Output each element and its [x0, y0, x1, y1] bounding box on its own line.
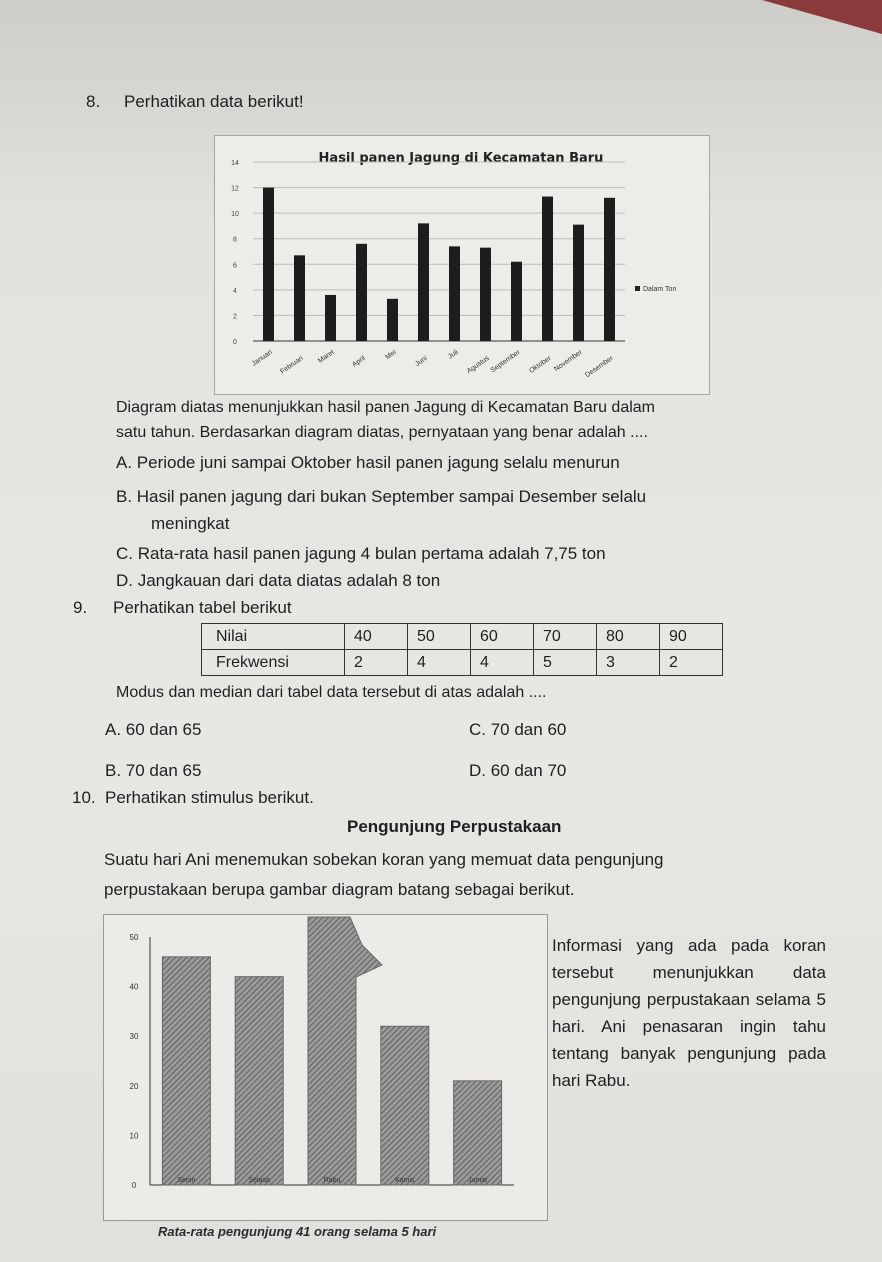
legend-swatch — [635, 286, 640, 291]
corn-harvest-chart — [214, 135, 710, 395]
y-tick-label: 40 — [129, 982, 139, 992]
bar-oktober — [542, 197, 553, 341]
x-tick-label: September — [489, 348, 522, 375]
q10-caption: Rata-rata pengunjung 41 orang selama 5 hari — [158, 1224, 437, 1239]
table-cell: 90 — [660, 624, 723, 650]
x-tick-label: April — [351, 354, 367, 369]
q9-option-b[interactable]: B. 70 dan 65 — [105, 761, 202, 780]
q10-number: 10. — [72, 788, 96, 807]
q8-option-c[interactable]: C. Rata-rata hasil panen jagung 4 bulan pertama adalah 7,75 ton — [116, 544, 606, 563]
table-cell: 5 — [534, 650, 597, 676]
q10-side-text: Informasi yang ada pada koran tersebut menunjukkan data pengunjung perpustakaan selama 5 hari. Ani penasaran ingin tahu tentang banyak pengunjung pada hari Rabu. — [552, 936, 826, 1090]
x-tick-label: Oktober — [528, 354, 553, 375]
bar-mei — [387, 299, 398, 341]
y-tick-label: 10 — [129, 1131, 139, 1141]
y-tick-label: 50 — [129, 933, 139, 942]
bar-september — [511, 262, 522, 341]
bar-januari — [263, 188, 274, 341]
y-tick-label: 20 — [129, 1081, 139, 1091]
q9-option-c[interactable]: C. 70 dan 60 — [469, 720, 567, 739]
x-tick-label: Juni — [414, 354, 429, 369]
x-tick-label: Kamis — [395, 1177, 415, 1184]
table-header-frekwensi: Frekwensi — [202, 650, 345, 676]
bar-juli — [449, 246, 460, 341]
table-row — [202, 624, 723, 650]
q8-text-line2: satu tahun. Berdasarkan diagram diatas, pernyataan yang benar adalah .... — [116, 424, 648, 441]
q8-option-a[interactable]: A. Periode juni sampai Oktober hasil panen jagung selalu menurun — [116, 453, 620, 472]
bar-april — [356, 244, 367, 341]
table-cell: 50 — [408, 624, 471, 650]
legend-label: Dalam Ton — [643, 286, 677, 293]
q10-prompt: Perhatikan stimulus berikut. — [105, 788, 314, 807]
frequency-table — [201, 623, 723, 676]
y-tick-label: 0 — [131, 1181, 137, 1190]
y-tick-label: 8 — [233, 236, 237, 244]
q8-prompt: Perhatikan data berikut! — [124, 92, 304, 111]
q9-number: 9. — [73, 598, 88, 617]
table-row — [202, 650, 723, 676]
table-cell: 40 — [345, 624, 408, 650]
chart-title: Hasil panen Jagung di Kecamatan Baru — [318, 151, 604, 166]
y-tick-label: 12 — [231, 185, 239, 193]
table-cell: 4 — [471, 650, 534, 676]
x-tick-label: November — [553, 348, 584, 374]
x-tick-label: Mei — [384, 348, 398, 362]
table-cell: 80 — [597, 624, 660, 650]
table-header-nilai: Nilai — [202, 624, 345, 650]
table-cell: 3 — [597, 650, 660, 676]
y-tick-label: 4 — [233, 287, 237, 295]
x-tick-label: Februari — [279, 354, 305, 376]
y-tick-label: 14 — [231, 160, 239, 167]
library-visitor-svg — [104, 915, 547, 1220]
q10-para-line1: Suatu hari Ani menemukan sobekan koran yang memuat data pengunjung — [104, 850, 664, 869]
y-tick-label: 6 — [233, 262, 237, 270]
bar-desember — [604, 198, 615, 341]
q8-option-b-cont: meningkat — [151, 514, 230, 533]
bar-juni — [418, 223, 429, 341]
page-corner — [762, 0, 882, 34]
x-tick-label: Jumat — [468, 1177, 488, 1184]
torn-bar-rabu — [308, 917, 382, 1185]
x-tick-label: Maret — [316, 348, 336, 365]
y-tick-label: 10 — [231, 211, 239, 219]
q9-option-a[interactable]: A. 60 dan 65 — [105, 720, 202, 739]
table-cell: 60 — [471, 624, 534, 650]
bar-selasa — [235, 977, 283, 1185]
bar-kamis — [381, 1026, 429, 1185]
q9-question: Modus dan median dari tabel data tersebut di atas adalah .... — [116, 684, 547, 701]
x-tick-label: Senin — [177, 1177, 196, 1184]
x-tick-label: Desember — [584, 354, 615, 380]
table-cell: 2 — [660, 650, 723, 676]
x-tick-label: Agustus — [465, 354, 491, 376]
q9-option-d[interactable]: D. 60 dan 70 — [469, 761, 567, 780]
q10-para-line2: perpustakaan berupa gambar diagram batang sebagai berikut. — [104, 880, 575, 899]
table-cell: 70 — [534, 624, 597, 650]
bar-agustus — [480, 248, 491, 341]
table-cell: 2 — [345, 650, 408, 676]
bar-februari — [294, 255, 305, 341]
bar-senin — [162, 957, 210, 1185]
q8-option-b[interactable]: B. Hasil panen jagung dari bukan September sampai Desember selalu — [116, 487, 647, 506]
x-tick-label: Selasa — [248, 1177, 270, 1184]
corn-harvest-svg — [215, 136, 709, 394]
x-tick-label: Juli — [447, 348, 460, 361]
table-cell: 4 — [408, 650, 471, 676]
x-tick-label: Rabu — [323, 1177, 341, 1184]
q8-number: 8. — [86, 92, 101, 111]
y-tick-label: 2 — [233, 313, 237, 321]
bar-jumat — [454, 1081, 502, 1185]
q9-prompt: Perhatikan tabel berikut — [113, 598, 292, 617]
bar-maret — [325, 295, 336, 341]
y-tick-label: 0 — [233, 339, 237, 346]
q8-text-line1: Diagram diatas menunjukkan hasil panen Jagung di Kecamatan Baru dalam — [116, 399, 655, 416]
y-tick-label: 30 — [129, 1032, 139, 1042]
library-visitor-chart — [103, 914, 548, 1221]
x-tick-label: Januari — [250, 348, 274, 368]
q10-title: Pengunjung Perpustakaan — [347, 817, 562, 836]
bar-november — [573, 225, 584, 341]
q8-option-d[interactable]: D. Jangkauan dari data diatas adalah 8 ton — [116, 571, 441, 590]
